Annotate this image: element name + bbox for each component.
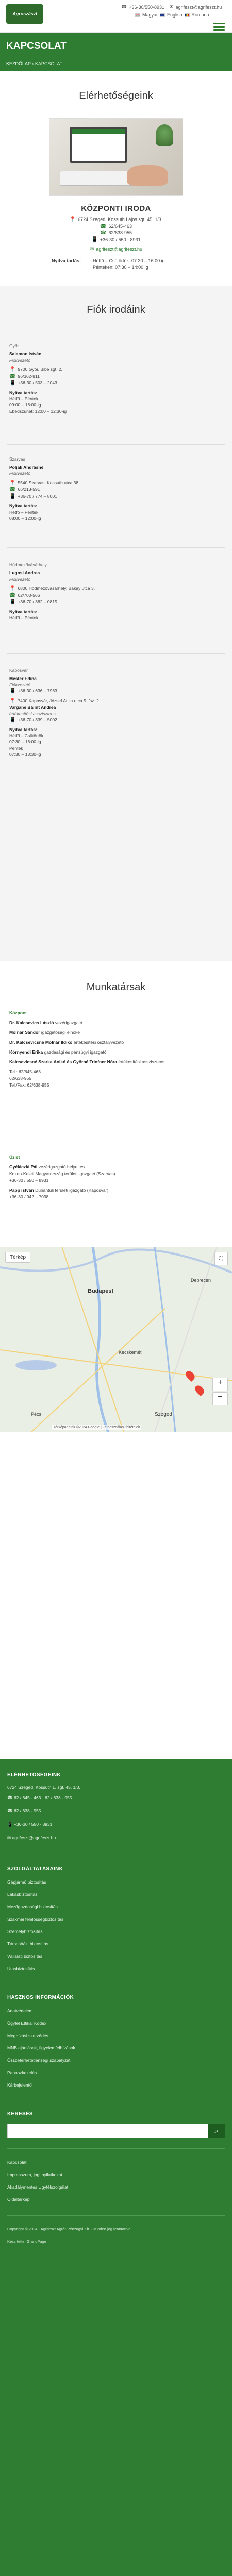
branch-szarvas [9,456,216,521]
staff-line: Dr. Kalcsevicsné Molnár Ildikó értékesítési osztályvezető [9,1040,124,1045]
footer-service-link[interactable]: Vállalati biztosítás [7,1954,43,1959]
header-contact [121,4,222,10]
hours-line-2: Pénteken: 07:30 – 14:00 ig [93,265,148,270]
branch-gyor [9,343,216,414]
mobile-icon: 📱 [9,494,16,499]
staff-shop [9,1154,221,1200]
plant [156,124,173,146]
branch-hours-label: Nyitva tartás: [9,727,37,732]
mobile-icon: 📱 [7,1822,14,1827]
lang-english[interactable]: English [167,12,183,18]
hand [127,165,168,186]
map-place-kecskemet: Kecskemét [119,1350,142,1355]
branch-city: Szarvas [9,456,25,462]
footer-link[interactable]: Impresszum, jogi nyilatkozat [7,2172,62,2177]
location-icon: 📍 [9,480,16,486]
romanian-flag-icon [185,13,190,17]
staff-line: Papp István Dunántúli területi igazgató (Kaposvár) [9,1188,109,1193]
staff-heading: Munkatársak [86,981,146,993]
office-title: KÖZPONTI IRODA [81,204,151,213]
branch-role: Fiókvezető [9,471,31,476]
footer-info-link[interactable]: Kárbejelentő [7,2082,32,2088]
office-photo [49,118,183,196]
footer-info-link[interactable]: MNB ajánlások, figyelemfelhívások [7,2045,75,2050]
mobile-icon: 📱 [9,688,16,694]
branch-hours-days: Hétfő – Csütörtök [9,733,44,738]
branch-address: 6800 Hódmezővásárhely, Bakay utca 3. [18,586,95,591]
branch-hours-lunch: Ebédszünet: 12:00 – 12:30-ig [9,409,67,414]
footer-email[interactable]: ✉ agrifeszt@agrifeszt.hu [7,1835,56,1840]
staff-group-title: Központ [9,1010,27,1015]
map-place-budapest: Budapest [88,1288,114,1294]
header-email[interactable]: agrifeszt@agrifeszt.hu [175,4,222,10]
english-flag-icon [160,13,165,17]
staff-group-title: Üzlet [9,1155,20,1160]
phone-icon: ☎ [9,374,16,379]
footer-service-link[interactable]: Szakmai felelősségbiztosítás [7,1917,64,1922]
phone-icon: ☎ [7,1795,14,1800]
office-phone-1[interactable]: 62/645-463 [108,224,132,229]
staff-phone[interactable]: Tel.: 62/645-463 [9,1069,41,1074]
zoom-in-button[interactable]: + [212,1378,228,1391]
hamburger-menu-icon[interactable] [213,23,225,31]
location-icon: 📍 [69,217,76,223]
branch-kaposvar [9,667,216,757]
office-mobile[interactable]: +36-30 / 550 - 8931 [100,237,141,242]
branch-role: Fiókvezető [9,577,31,582]
footer-phone2[interactable]: ☎ 62 / 638 - 955 [7,1808,41,1814]
staff-line[interactable]: +36-30 / 550 – 8931 [9,1178,49,1183]
branch-city: Kaposvár [9,668,28,673]
branch-assistant-role: értékesítési asszisztens [9,711,56,716]
phone-icon: ☎ [121,4,127,9]
header-phone[interactable]: +36-30/550-8931 [129,4,165,10]
footer-info-link[interactable]: Megbízási szerződés [7,2033,48,2038]
footer-search-heading: KERESÉS [7,2111,33,2117]
footer-link[interactable]: Akadálymentes Ügyfélszolgálat [7,2184,69,2190]
hours-line-1: Hétfő – Csütörtök: 07:30 – 16:00 ig [93,258,165,263]
map-type-button[interactable]: Térkép [5,1252,30,1263]
phone-icon: ☎ [9,487,16,493]
staff-line: Molnár Sándor igazgatósági elnöke [9,1030,80,1035]
footer-info-link[interactable]: Adatvédelem [7,2008,33,2013]
copyright: Copyright © 2024 · Agrifeszt Agrár-Pénzügyi Kft. · Minden jog fenntartva [7,2227,131,2231]
footer-phones[interactable]: ☎ 62 / 645 - 463 · 62 / 638 - 955 [7,1795,72,1800]
branch-hours-time: 09:00 – 16:00-ig [9,402,41,408]
phone-icon: ☎ [100,230,107,236]
footer-service-link[interactable]: Mezőgazdasági biztosítás [7,1904,58,1909]
branch-phone[interactable]: 62/700-566 [18,592,40,598]
branch-assistant: Vargáné Bálint Andrea [9,705,56,710]
search-input[interactable] [7,2124,208,2138]
footer-info-link[interactable]: Ügyfél Ettikai Kódex [7,2021,47,2026]
branch-manager: Poljak Andrásné [9,465,44,470]
branch-mobile[interactable]: +36-30 / 503 – 2043 [18,380,57,385]
footer-info-link[interactable]: Összeférhetetlenségi szabályzat [7,2058,71,2063]
office-hours [0,258,232,273]
branch-address: 7400 Kaposvár, József Attila utca 5. fsz. 2. [18,698,101,703]
branch-mobile[interactable]: +36-70 / 774 – 8001 [18,494,57,499]
page-title: KAPCSOLAT [0,33,232,58]
breadcrumb [0,58,232,71]
availability-heading: Elérhetőségeink [79,90,153,101]
divider [7,547,225,548]
staff-line[interactable]: +36-30 / 942 – 7038 [9,1194,49,1199]
monitor [70,127,127,163]
branch-manager: Mester Edina [9,676,37,681]
branch-hodmezovasarhely [9,562,216,621]
branch-phone[interactable]: 66/213-591 [18,487,40,492]
mail-icon: ✉ [170,4,174,9]
branch-hours-time: 08:00 – 12:00-ig [9,516,41,521]
location-icon: 📍 [9,586,16,591]
footer-service-link[interactable]: Lakásbiztosítás [7,1892,38,1897]
branch-hours-days: Hétfő – Péntek [9,510,39,515]
search-icon[interactable]: ⌕ [208,2124,225,2138]
mobile-icon: 📱 [9,717,16,723]
footer-link[interactable]: Oldaltérkép [7,2197,30,2202]
staff-line: Kozep-Keleti Magyarország területi igazgató (Szarvas) [9,1171,115,1176]
fullscreen-icon[interactable]: ⛶ [214,1252,228,1265]
staff-line: Dr. Kalcsevics László vezérigazgató [9,1020,82,1025]
breadcrumb-separator: › [32,61,35,66]
footer-address: 6724 Szeged, Kossuth L. sgt. 45. 1/3. [7,1785,80,1790]
branch-role: Fiókvezető [9,358,31,363]
made-by[interactable]: Készítette: GrandPage [7,2239,46,2244]
branch-hours-days-2: Péntek [9,745,23,751]
zoom-out-button[interactable]: − [212,1392,228,1405]
map-attribution: Térképadatok ©2024 Google | Felhasználási feltételek [52,1425,141,1430]
branches-heading: Fiók irodáink [87,304,145,315]
map-canvas [0,1247,232,1432]
branch-hours-time: 07:30 – 16:00-ig [9,739,41,744]
lang-magyar[interactable]: Magyar [142,12,158,18]
footer-services-heading: SZOLGÁLTATÁSAINK [7,1866,63,1872]
branch-role: Fiókvezető [9,682,31,687]
footer-info-link[interactable]: Panaszkezelés [7,2070,37,2075]
branch-phone[interactable]: 96/362-811 [18,374,40,379]
divider [7,444,225,445]
branch-city: Győr [9,343,19,348]
staff-fax: Tel./Fax: 62/638-955 [9,1082,49,1088]
language-switcher [135,12,209,18]
breadcrumb-home[interactable]: KEZDŐLAP [6,61,31,66]
footer-info-heading: HASZNOS INFORMÁCIÓK [7,1995,74,2001]
mobile-icon: 📱 [91,237,98,243]
branch-hours-days: Hétfő – Péntek [9,615,39,620]
hours-label: Nyitva tartás: [52,258,81,263]
branch-mobile[interactable]: +36-70 / 382 – 0815 [18,599,57,604]
footer-service-link[interactable]: Személybiztosítás [7,1929,43,1934]
branch-hours-time-2: 07:30 – 13:30-ig [9,752,41,757]
footer-contact-heading: ELÉRHETŐSÉGEINK [7,1772,61,1778]
divider [7,653,225,654]
staff-line: Gyékiczki Pál vezérigazgató helyettes [9,1164,85,1170]
office-details [0,216,232,253]
phone-icon: ☎ [7,1808,14,1814]
map-place-pecs: Pécs [31,1412,42,1417]
mail-icon: ✉ [89,247,94,252]
lang-romana[interactable]: Romana [191,12,209,18]
map-place-debrecen: Debrecen [191,1278,211,1283]
phone-icon: ☎ [100,224,107,229]
phone-icon: ☎ [9,592,16,598]
mail-icon: ✉ [7,1835,12,1840]
branch-hours-label: Nyitva tartás: [9,503,37,509]
office-phone-2[interactable]: 62/638-955 [108,230,132,235]
staff-hq [9,1010,221,1089]
logo[interactable]: Agroszászl [6,4,43,24]
branch-hours-days: Hétfő – Péntek [9,396,39,401]
branch-address: 9700 Győr, Bibe sgt. 2. [18,367,62,372]
staff-line: Kalcsevicsné Szarka Anikó és Győrné Trinfner Nóra értékesítési asszisztens [9,1059,165,1064]
breadcrumb-current: KAPCSOLAT [35,61,63,66]
map-place-szeged: Szeged [155,1412,172,1417]
footer-service-link[interactable]: Utasbiztosítás [7,1966,35,1971]
branch-mobile[interactable]: +36-30 / 636 – 7963 [18,688,57,693]
staff-line: Környendi Erika gazdasági és pénzügyi igazgató [9,1049,107,1055]
branch-manager: Lugosi Andrea [9,570,40,575]
footer-service-link[interactable]: Társasházi biztosítás [7,1941,48,1946]
branch-hours-label: Nyitva tartás: [9,609,37,614]
footer-service-link[interactable]: Gépjármű biztosítás [7,1879,46,1885]
mobile-icon: 📱 [9,380,16,386]
location-icon: 📍 [9,698,16,704]
divider [7,2215,225,2216]
branch-hours-label: Nyitva tartás: [9,390,37,395]
mobile-icon: 📱 [9,599,16,605]
branch-manager: Salamon István [9,351,42,357]
office-email[interactable]: agrifeszt@agrifeszt.hu [96,247,143,252]
google-map[interactable] [0,1247,232,1432]
hungarian-flag-icon [135,13,140,17]
branch-assistant-mobile[interactable]: +36-70 / 339 – 5002 [18,717,57,722]
branch-address: 5540 Szarvas, Kossuth utca 38. [18,480,80,485]
divider [7,2148,225,2149]
location-icon: 📍 [9,367,16,372]
footer-mobile[interactable]: 📱 +36-30 / 550 - 8931 [7,1822,53,1827]
branch-city: Hódmezővásárhely [9,562,47,567]
footer-link[interactable]: Kapcsolat [7,2160,27,2165]
office-address: 6724 Szeged, Kossuth Lajos sgt. 45. 1/3. [78,217,163,222]
staff-phone-2[interactable]: 62/638-955 [9,1076,32,1081]
